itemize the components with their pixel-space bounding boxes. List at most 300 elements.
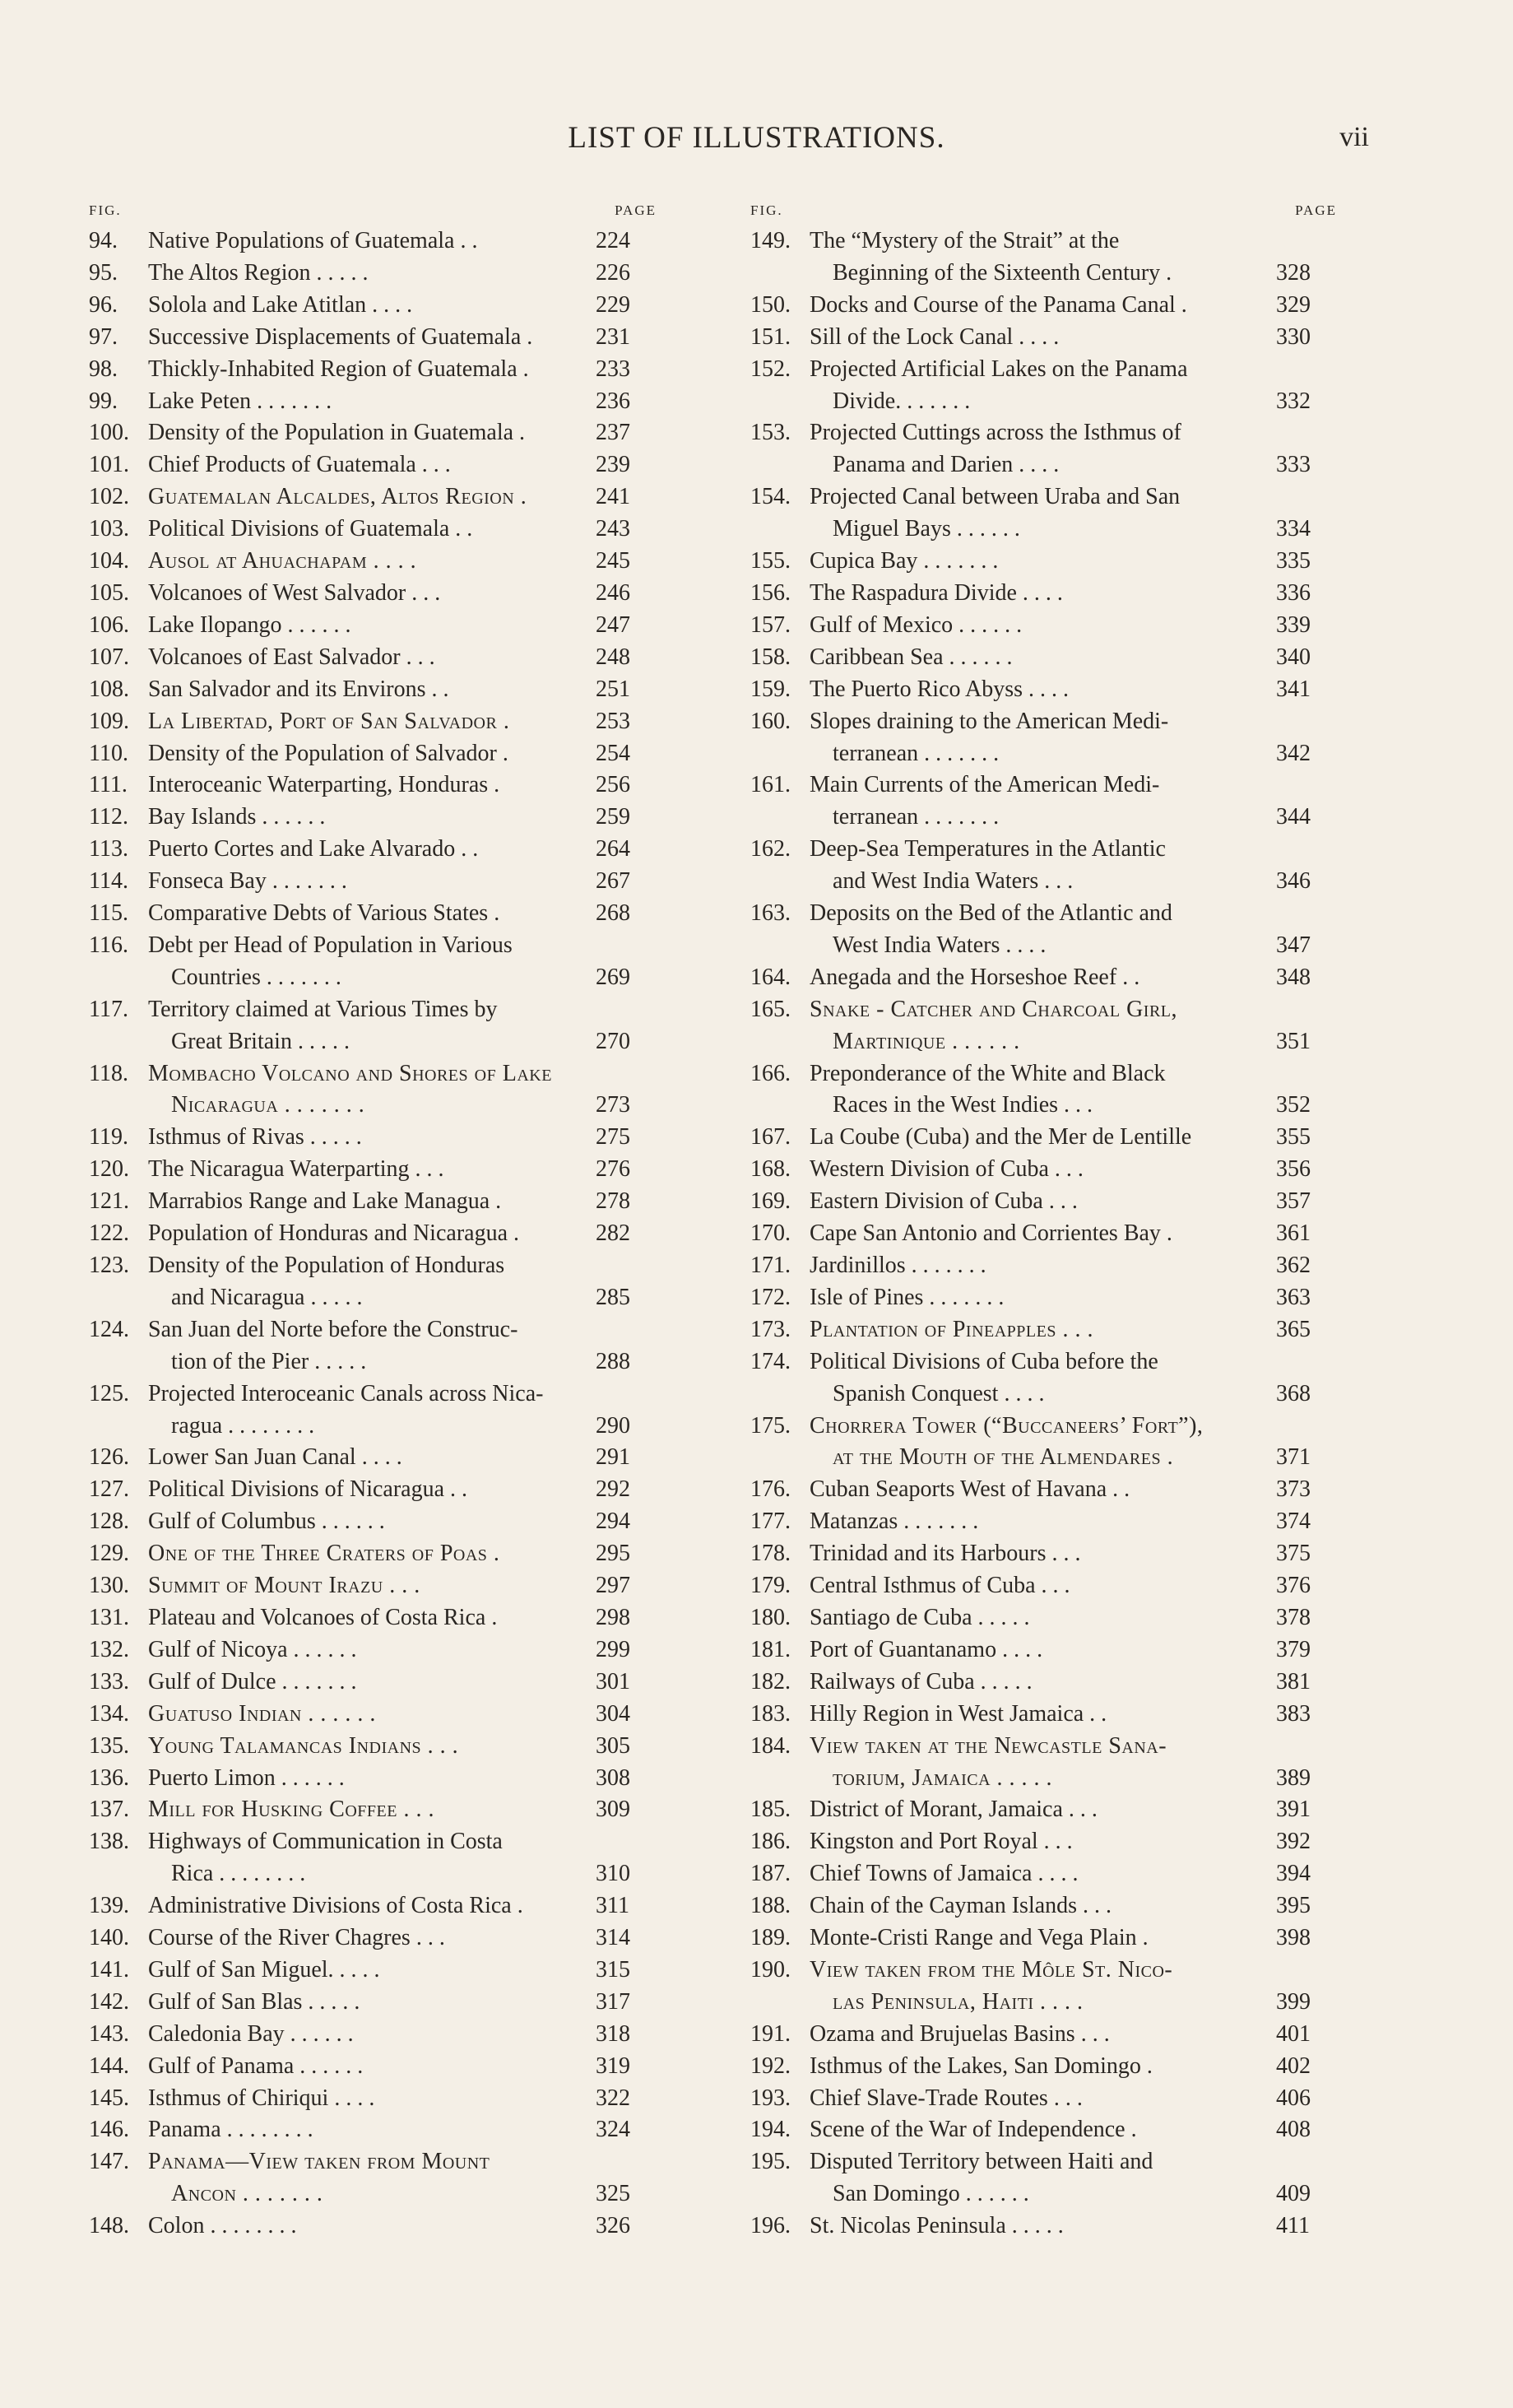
title-line: Trinidad and its Harbours . . . [810, 1541, 1081, 1567]
figure-title [148, 1763, 650, 1795]
figure-title [810, 1538, 1330, 1570]
title-line: District of Morant, Jamaica . . . [810, 1797, 1098, 1823]
page-ref: 392 [1276, 1829, 1311, 1855]
page-ref: 322 [596, 2085, 630, 2111]
illustration-entry [750, 642, 1330, 674]
figure-number: 164. [750, 964, 791, 990]
figure-number: 162. [750, 836, 791, 862]
title-line: Deposits on the Bed of the Atlantic and [810, 900, 1172, 927]
illustration-entry [750, 706, 1330, 770]
figure-title [148, 1186, 650, 1218]
illustration-entry [89, 1538, 650, 1570]
title-line: Railways of Cuba . . . . . [810, 1668, 1033, 1694]
figure-number: 159. [750, 676, 791, 702]
title-line: Young Talamancas Indians . . . [148, 1732, 459, 1759]
title-line: Santiago de Cuba . . . . . [810, 1604, 1030, 1630]
figure-number: 194. [750, 2117, 791, 2143]
figure-title [148, 930, 650, 994]
title-line: Chain of the Cayman Islands . . . [810, 1893, 1112, 1919]
figure-number: 106. [89, 611, 129, 638]
figure-title [810, 2019, 1330, 2051]
figure-title [810, 1122, 1330, 1154]
page-ref: 254 [596, 740, 630, 766]
figure-title [148, 802, 650, 834]
page-ref: 233 [596, 356, 630, 382]
figure-number: 134. [89, 1700, 129, 1727]
illustration-entry [750, 1250, 1330, 1282]
page-ref: 340 [1276, 644, 1311, 670]
illustration-entry [89, 258, 650, 290]
page-ref: 243 [596, 516, 630, 542]
illustration-entry [89, 994, 650, 1058]
title-line: Chief Towns of Jamaica . . . . [810, 1861, 1079, 1887]
figure-number: 108. [89, 676, 129, 702]
illustration-entry [89, 866, 650, 898]
figure-title [148, 1731, 650, 1763]
illustration-entry [89, 674, 650, 706]
title-line: One of the Three Craters of Poas . [148, 1541, 500, 1567]
illustration-entry [750, 994, 1330, 1058]
illustration-entry [89, 1699, 650, 1731]
figure-number: 172. [750, 1284, 791, 1310]
figure-title [810, 546, 1330, 578]
page-ref: 401 [1276, 2020, 1311, 2047]
illustration-entry [750, 1411, 1330, 1475]
page-ref: 288 [596, 1348, 630, 1374]
illustration-entry [89, 738, 650, 770]
illustration-entry [89, 898, 650, 930]
page-ref: 375 [1276, 1541, 1311, 1567]
figure-number: 184. [750, 1732, 791, 1759]
figure-number: 195. [750, 2149, 791, 2175]
title-line: ragua . . . . . . . . [171, 1412, 315, 1439]
figure-number: 144. [89, 2052, 129, 2079]
title-line: Political Divisions of Cuba before the [810, 1348, 1158, 1374]
figure-number: 152. [750, 356, 791, 382]
title-line: Interoceanic Waterparting, Honduras . [148, 772, 500, 798]
figure-title [148, 1890, 650, 1922]
figure-title [148, 1538, 650, 1570]
page-ref: 315 [596, 1956, 630, 1983]
page-ref: 347 [1276, 932, 1311, 958]
figure-title [810, 1858, 1330, 1890]
page-ref: 361 [1276, 1220, 1311, 1247]
page-ref: 299 [596, 1636, 630, 1662]
page-ref: 346 [1276, 868, 1311, 895]
figure-number: 149. [750, 228, 791, 253]
title-line: The Altos Region . . . . . [148, 259, 369, 286]
title-line: at the Mouth of the Almendares . [833, 1444, 1174, 1471]
figure-title [810, 578, 1330, 610]
figure-title [810, 610, 1330, 642]
figure-number: 124. [89, 1316, 129, 1342]
figure-title [148, 386, 650, 418]
page-ref: 269 [596, 964, 630, 990]
figure-title [148, 1122, 650, 1154]
figure-title [810, 290, 1330, 322]
figure-number: 186. [750, 1829, 791, 1855]
illustration-entry [750, 1858, 1330, 1890]
page-ref: 325 [596, 2181, 630, 2207]
illustration-entry [89, 514, 650, 546]
title-line: terranean . . . . . . . [833, 740, 1000, 766]
figure-number: 166. [750, 1060, 791, 1086]
illustration-entry [750, 1058, 1330, 1123]
figure-title [148, 2083, 650, 2115]
page-title: LIST OF ILLUSTRATIONS. [568, 121, 945, 155]
illustration-entry [750, 2019, 1330, 2051]
illustration-list-left [89, 225, 650, 2243]
figure-number: 169. [750, 1188, 791, 1215]
figure-number: 180. [750, 1604, 791, 1630]
title-line: Colon . . . . . . . . [148, 2213, 297, 2239]
page-ref: 267 [596, 868, 630, 895]
page-ref: 363 [1276, 1284, 1311, 1310]
page-ref: 398 [1276, 1925, 1311, 1951]
figure-number: 126. [89, 1444, 129, 1471]
illustration-entry [750, 1922, 1330, 1955]
page-ref: 298 [596, 1604, 630, 1630]
illustration-entry [750, 1154, 1330, 1186]
fig-heading: FIG. [89, 202, 122, 218]
title-line: Highways of Communication in Costa [148, 1829, 503, 1855]
figure-number: 173. [750, 1316, 791, 1342]
page-ref: 319 [596, 2052, 630, 2079]
illustration-entry [89, 546, 650, 578]
figure-number: 111. [89, 772, 128, 798]
illustration-entry [89, 930, 650, 994]
title-line: torium, Jamaica . . . . . [833, 1764, 1053, 1791]
page-ref: 389 [1276, 1764, 1311, 1791]
figure-number: 189. [750, 1925, 791, 1951]
title-line: West India Waters . . . . [833, 932, 1047, 958]
illustration-entry [750, 674, 1330, 706]
title-line: The Nicaragua Waterparting . . . [148, 1156, 444, 1183]
figure-number: 122. [89, 1220, 129, 1247]
figure-number: 110. [89, 740, 128, 766]
figure-number: 125. [89, 1380, 129, 1406]
figure-number: 100. [89, 420, 129, 446]
figure-number: 154. [750, 484, 791, 510]
figure-number: 196. [750, 2213, 791, 2239]
figure-title [148, 225, 650, 258]
figure-title [810, 2146, 1330, 2210]
figure-number: 155. [750, 548, 791, 574]
title-line: Gulf of San Blas . . . . . [148, 1988, 360, 2015]
page-ref: 317 [596, 1988, 630, 2015]
illustration-entry [750, 1282, 1330, 1314]
title-line: Guatemalan Alcaldes, Altos Region . [148, 484, 527, 510]
page-ref: 301 [596, 1668, 630, 1694]
page-ref: 290 [596, 1412, 630, 1439]
title-line: Fonseca Bay . . . . . . . [148, 868, 347, 895]
figure-number: 151. [750, 323, 791, 350]
figure-number: 114. [89, 868, 128, 895]
title-line: The Raspadura Divide . . . . [810, 579, 1063, 606]
page-ref: 246 [596, 579, 630, 606]
column-header [89, 202, 657, 225]
title-line: Successive Displacements of Guatemala . [148, 323, 533, 350]
figure-number: 137. [89, 1797, 129, 1823]
figure-number: 148. [89, 2213, 129, 2239]
figure-title [810, 481, 1330, 546]
title-line: Gulf of San Miguel. . . . . [148, 1956, 380, 1983]
illustration-entry [89, 481, 650, 514]
illustration-entry [89, 2019, 650, 2051]
illustration-entry [89, 1922, 650, 1955]
title-line: Course of the River Chagres . . . [148, 1925, 445, 1951]
page-ref: 341 [1276, 676, 1311, 702]
page-ref: 399 [1276, 1988, 1311, 2015]
title-line: Port of Guantanamo . . . . [810, 1636, 1043, 1662]
page-heading: PAGE [615, 202, 657, 218]
title-line: Gulf of Mexico . . . . . . [810, 611, 1023, 638]
illustration-entry [89, 1474, 650, 1506]
page-ref: 282 [596, 1220, 630, 1247]
page-ref: 336 [1276, 579, 1311, 606]
figure-title [810, 2083, 1330, 2115]
illustration-entry [750, 481, 1330, 546]
title-line: Bay Islands . . . . . . [148, 804, 326, 830]
title-line: Volcanoes of West Salvador . . . [148, 579, 441, 606]
figure-number: 174. [750, 1348, 791, 1374]
figure-number: 165. [750, 996, 791, 1022]
figure-number: 193. [750, 2085, 791, 2111]
page-ref: 356 [1276, 1156, 1311, 1183]
figure-title [810, 1570, 1330, 1602]
page-ref: 231 [596, 323, 630, 350]
illustration-entry [750, 1602, 1330, 1634]
figure-title [148, 738, 650, 770]
figure-number: 103. [89, 516, 129, 542]
figure-title [148, 2019, 650, 2051]
page-ref: 256 [596, 772, 630, 798]
left-column [89, 202, 657, 2243]
figure-title [148, 481, 650, 514]
figure-number: 96. [89, 291, 118, 318]
page-ref: 395 [1276, 1893, 1311, 1919]
illustration-entry [89, 1218, 650, 1250]
figure-title [810, 2051, 1330, 2083]
figure-number: 99. [89, 388, 118, 414]
page-ref: 264 [596, 836, 630, 862]
illustration-entry [750, 2210, 1330, 2243]
page-ref: 362 [1276, 1253, 1311, 1278]
figure-title [148, 1634, 650, 1667]
figure-title [810, 642, 1330, 674]
title-line: Main Currents of the American Medi- [810, 772, 1160, 798]
illustration-entry [750, 1699, 1330, 1731]
title-line: Ancon . . . . . . . [171, 2181, 323, 2207]
title-line: Solola and Lake Atitlan . . . . [148, 291, 413, 318]
illustration-entry [750, 2146, 1330, 2210]
figure-title [148, 1474, 650, 1506]
figure-number: 104. [89, 548, 129, 574]
figure-number: 161. [750, 772, 791, 798]
figure-number: 98. [89, 356, 118, 382]
illustration-entry [89, 642, 650, 674]
figure-title [148, 642, 650, 674]
figure-number: 95. [89, 259, 118, 286]
page-ref: 326 [596, 2213, 630, 2239]
figure-title [148, 994, 650, 1058]
illustration-list-right [750, 225, 1330, 2243]
figure-number: 188. [750, 1893, 791, 1919]
page-ref: 330 [1276, 323, 1311, 350]
illustration-entry [750, 225, 1330, 290]
page-ref: 371 [1276, 1444, 1311, 1471]
figure-title [810, 674, 1330, 706]
figure-title [810, 1699, 1330, 1731]
figure-title [810, 1731, 1330, 1795]
page-ref: 344 [1276, 804, 1311, 830]
figure-number: 107. [89, 644, 129, 670]
illustration-entry [750, 1570, 1330, 1602]
illustration-entry [89, 322, 650, 354]
page-ref: 378 [1276, 1604, 1311, 1630]
illustration-entry [89, 1058, 650, 1123]
title-line: Caledonia Bay . . . . . . [148, 2020, 354, 2047]
page-ref: 379 [1276, 1636, 1311, 1662]
title-line: Hilly Region in West Jamaica . . [810, 1700, 1107, 1727]
figure-title [810, 994, 1330, 1058]
figure-number: 190. [750, 1956, 791, 1983]
figure-title [810, 1346, 1330, 1411]
figure-number: 97. [89, 323, 118, 350]
figure-title [148, 514, 650, 546]
title-line: Western Division of Cuba . . . [810, 1156, 1084, 1183]
page-ref: 224 [596, 228, 630, 253]
figure-title [148, 1314, 650, 1378]
figure-title [810, 1602, 1330, 1634]
page-ref: 294 [596, 1508, 630, 1535]
figure-title [810, 1154, 1330, 1186]
illustration-entry [750, 1826, 1330, 1858]
title-line: Debt per Head of Population in Various [148, 932, 513, 958]
page-ref: 328 [1276, 259, 1311, 286]
figure-number: 101. [89, 452, 129, 478]
illustration-entry [89, 1442, 650, 1474]
figure-number: 94. [89, 228, 118, 253]
title-line: Eastern Division of Cuba . . . [810, 1188, 1078, 1215]
page-ref: 394 [1276, 1861, 1311, 1887]
figure-number: 118. [89, 1060, 128, 1086]
illustration-entry [89, 1506, 650, 1538]
illustration-entry [89, 417, 650, 449]
page-ref: 333 [1276, 452, 1311, 478]
illustration-entry [89, 1122, 650, 1154]
figure-number: 178. [750, 1541, 791, 1567]
page-ref: 309 [596, 1797, 630, 1823]
figure-title [148, 546, 650, 578]
figure-number: 160. [750, 708, 791, 734]
figure-title [810, 962, 1330, 994]
illustration-entry [750, 1890, 1330, 1922]
fig-heading: FIG. [750, 202, 783, 218]
title-line: Kingston and Port Royal . . . [810, 1829, 1073, 1855]
illustration-entry [89, 1250, 650, 1314]
figure-title [148, 1602, 650, 1634]
title-line: Deep-Sea Temperatures in the Atlantic [810, 836, 1166, 862]
illustration-entry [750, 290, 1330, 322]
page-ref: 314 [596, 1925, 630, 1951]
title-line: Miguel Bays . . . . . . [833, 516, 1020, 542]
figure-number: 138. [89, 1829, 129, 1855]
illustration-entry [89, 1154, 650, 1186]
title-line: Isthmus of Rivas . . . . . [148, 1124, 362, 1151]
title-line: Gulf of Columbus . . . . . . [148, 1508, 385, 1535]
figure-number: 143. [89, 2020, 129, 2047]
figure-title [148, 610, 650, 642]
page-ref: 259 [596, 804, 630, 830]
title-line: Great Britain . . . . . [171, 1028, 350, 1054]
figure-number: 130. [89, 1573, 129, 1599]
illustration-entry [750, 1186, 1330, 1218]
page-ref: 335 [1276, 548, 1311, 574]
page-ref: 357 [1276, 1188, 1311, 1215]
illustration-entry [89, 1570, 650, 1602]
figure-title [148, 1506, 650, 1538]
illustration-entry [89, 769, 650, 802]
title-line: Density of the Population of Salvador . [148, 740, 508, 766]
illustration-entry [89, 834, 650, 866]
title-line: Projected Artificial Lakes on the Panama [810, 356, 1188, 382]
figure-title [148, 1699, 650, 1731]
figure-number: 141. [89, 1956, 129, 1983]
figure-number: 145. [89, 2085, 129, 2111]
figure-number: 163. [750, 900, 791, 927]
title-line: La Coube (Cuba) and the Mer de Lentille [810, 1124, 1192, 1151]
page-ref: 352 [1276, 1092, 1311, 1118]
figure-number: 117. [89, 996, 128, 1022]
title-line: La Libertad, Port of San Salvador . [148, 708, 510, 734]
figure-title [148, 1250, 650, 1314]
page-ref: 241 [596, 484, 630, 510]
figure-title [810, 706, 1330, 770]
page-ref: 368 [1276, 1380, 1311, 1406]
figure-title [148, 1826, 650, 1890]
figure-number: 119. [89, 1124, 128, 1151]
title-line: Puerto Cortes and Lake Alvarado . . [148, 836, 479, 862]
illustration-entry [750, 1731, 1330, 1795]
page-ref: 237 [596, 420, 630, 446]
page-ref: 348 [1276, 964, 1311, 990]
page-ref: 383 [1276, 1700, 1311, 1727]
title-line: Cuban Seaports West of Havana . . [810, 1476, 1130, 1503]
figure-number: 142. [89, 1988, 129, 2015]
figure-number: 109. [89, 708, 129, 734]
title-line: Density of the Population of Honduras [148, 1253, 505, 1278]
title-line: Snake - Catcher and Charcoal Girl, [810, 996, 1178, 1022]
title-line: Divide. . . . . . . [833, 388, 971, 414]
illustration-entry [89, 1763, 650, 1795]
title-line: Chief Products of Guatemala . . . [148, 452, 451, 478]
illustration-entry [89, 610, 650, 642]
figure-number: 171. [750, 1253, 791, 1278]
figure-title [148, 290, 650, 322]
figure-title [810, 1218, 1330, 1250]
figure-title [148, 417, 650, 449]
figure-title [810, 1890, 1330, 1922]
figure-number: 156. [750, 579, 791, 606]
page-ref: 374 [1276, 1508, 1311, 1535]
page-ref: 332 [1276, 388, 1311, 414]
figure-title [148, 769, 650, 802]
figure-title [148, 2051, 650, 2083]
figure-number: 128. [89, 1508, 129, 1535]
illustration-entry [750, 546, 1330, 578]
title-line: Mill for Husking Coffee . . . [148, 1797, 434, 1823]
